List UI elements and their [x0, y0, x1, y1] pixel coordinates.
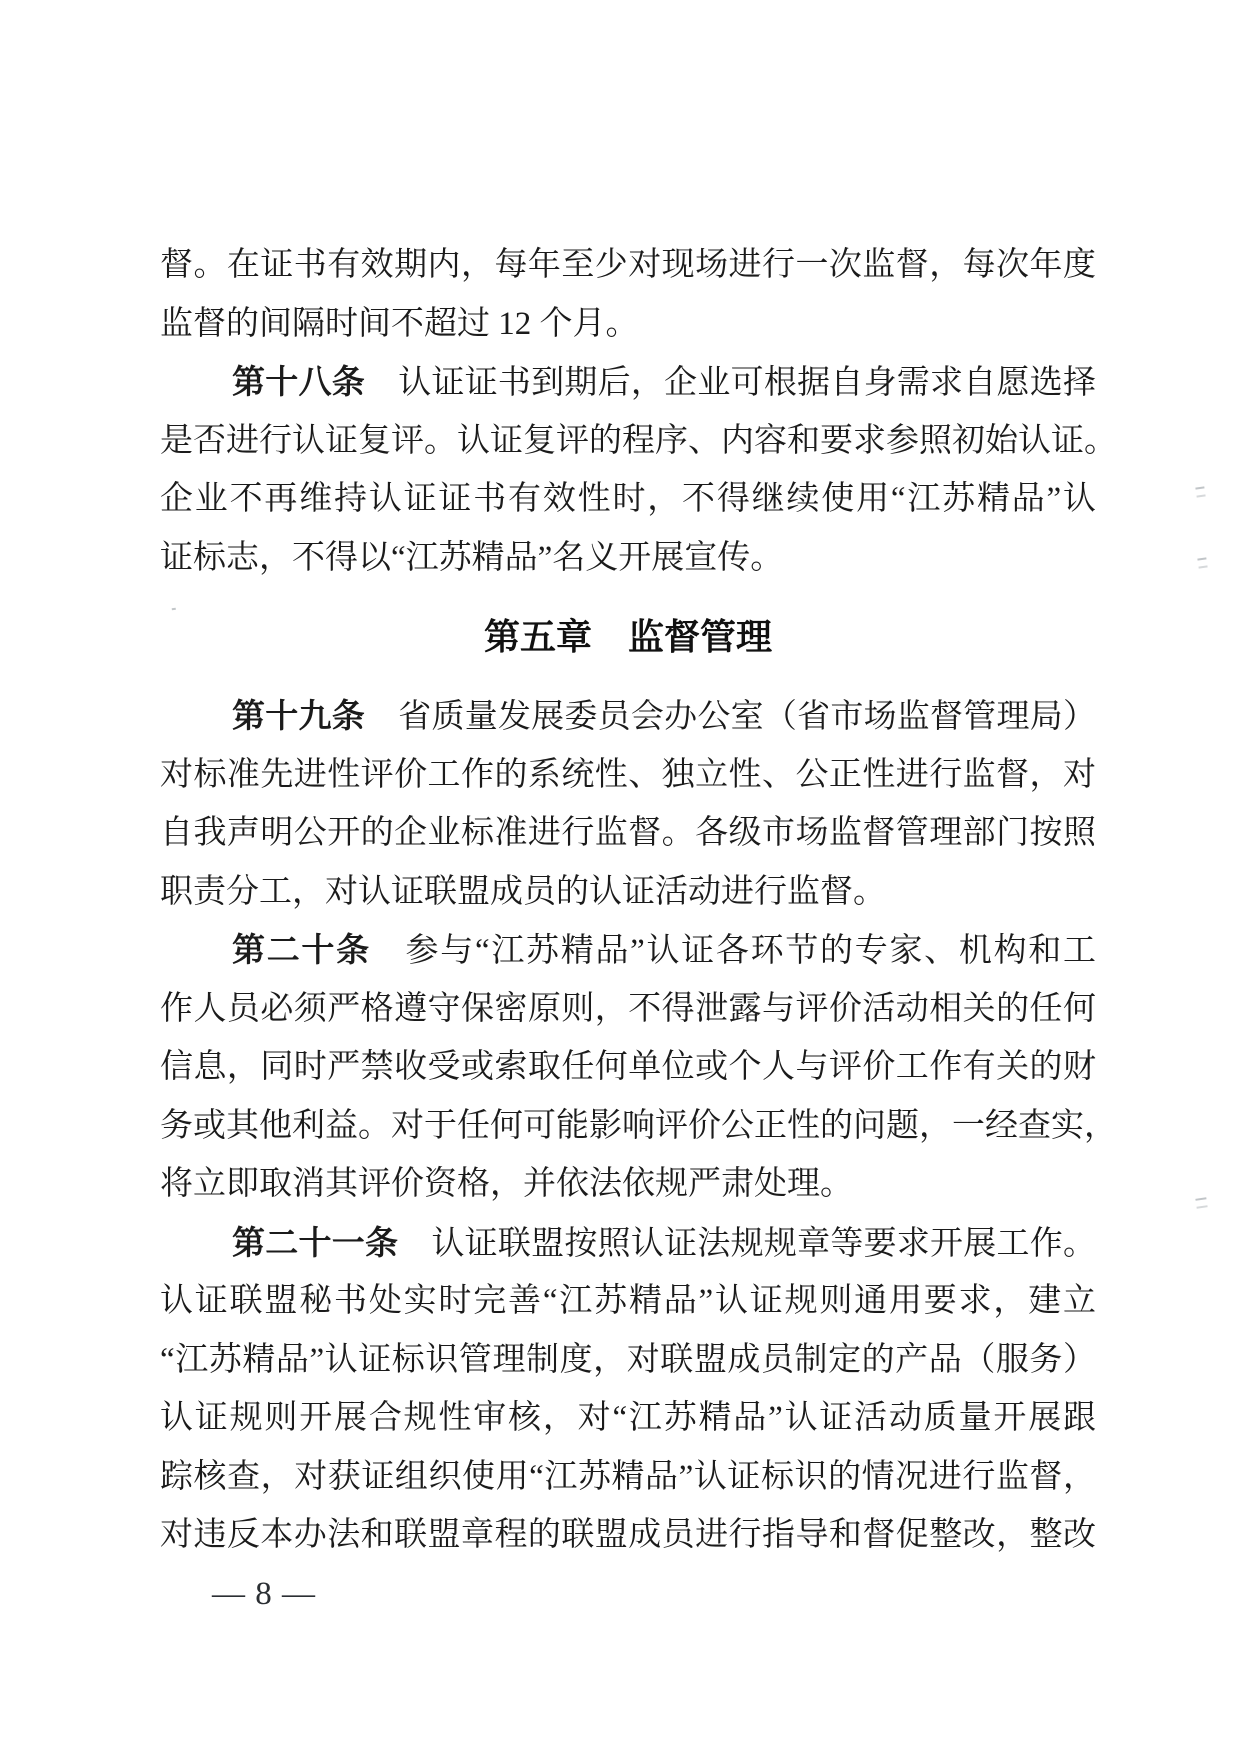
text-line: 企业不再维持认证证书有效性时，不得继续使用“江苏精品”认: [160, 481, 1096, 517]
article-number: 第二十条: [232, 931, 371, 968]
text-line: 第二十条 参与“江苏精品”认证各环节的专家、机构和工: [232, 931, 1097, 969]
text-line: 证标志，不得以“江苏精品”名义开展宣传。: [160, 539, 784, 576]
document-body: [160, 236, 1117, 1565]
article-number: 第二十一条: [232, 1223, 399, 1261]
scan-speck: [1195, 1197, 1207, 1208]
text-line: 认证规则开展合规性审核，对“江苏精品”认证活动质量开展跟: [160, 1400, 1096, 1436]
scan-speck: [1195, 486, 1205, 497]
text-line: 自我声明公开的企业标准进行监督。各级市场监督管理部门按照: [160, 815, 1096, 851]
scan-speck: [172, 608, 177, 614]
text-line: 认证联盟秘书处实时完善“江苏精品”认证规则通用要求，建立: [160, 1283, 1096, 1319]
text-line: 踪核查，对获证组织使用“江苏精品”认证标识的情况进行监督，: [160, 1458, 1096, 1495]
text-line: 对违反本办法和联盟章程的联盟成员进行指导和督促整改，整改: [160, 1517, 1096, 1553]
article-number: 第十九条: [232, 697, 365, 734]
text-line: 是否进行认证复评。认证复评的程序、内容和要求参照初始认证。: [160, 422, 1117, 459]
text-line: 务或其他利益。对于任何可能影响评价公正性的问题，一经查实，: [160, 1107, 1117, 1144]
text-line: 作人员必须严格遵守保密原则，不得泄露与评价活动相关的任何: [160, 990, 1096, 1027]
text-line: 第十九条 省质量发展委员会办公室（省市场监督管理局）: [232, 697, 1097, 735]
text-line: 对标准先进性评价工作的系统性、独立性、公正性进行监督，对: [160, 756, 1096, 793]
text-line: 将立即取消其评价资格，并依法依规严肃处理。: [160, 1166, 853, 1202]
page-number: — 8 —: [212, 1576, 316, 1612]
text-line: 第十八条 认证证书到期后，企业可根据自身需求自愿选择: [232, 363, 1097, 401]
scan-speck: [1197, 557, 1207, 568]
text-line: “江苏精品”认证标识管理制度，对联盟成员制定的产品（服务）: [160, 1341, 1096, 1378]
article-number: 第十八条: [232, 363, 365, 400]
text-line: 监督的间隔时间不超过 12 个月。: [160, 305, 639, 342]
text-line: 职责分工，对认证联盟成员的认证活动进行监督。: [160, 873, 886, 910]
chapter-heading: 第五章 监督管理: [483, 616, 772, 657]
text-line: 督。在证书有效期内，每年至少对现场进行一次监督，每次年度: [160, 247, 1096, 283]
text-line: 第二十一条 认证联盟按照认证法规规章等要求开展工作。: [232, 1223, 1097, 1262]
text-line: 信息，同时严禁收受或索取任何单位或个人与评价工作有关的财: [160, 1049, 1096, 1085]
